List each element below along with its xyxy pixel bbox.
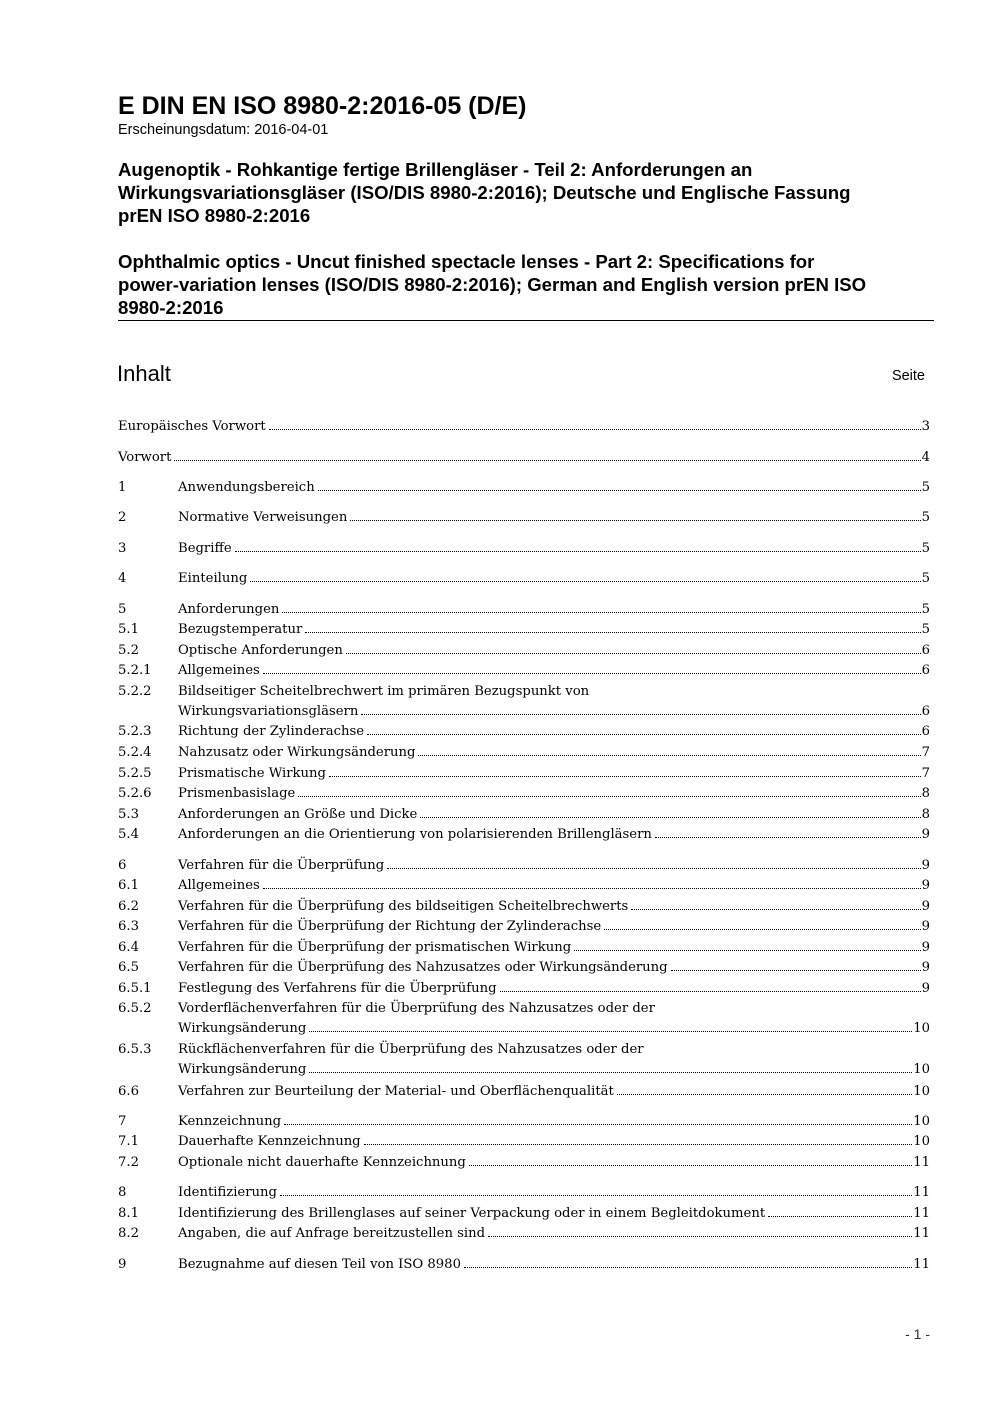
toc-entry-number: 6.5.3 — [118, 1042, 152, 1057]
toc-entry[interactable] — [118, 958, 930, 978]
toc-dot-leader — [469, 1165, 912, 1166]
toc-dot-leader — [367, 734, 921, 735]
toc-entry-title: Optionale nicht dauerhafte Kennzeichnung — [178, 1155, 466, 1170]
toc-entry-number: 5.2.3 — [118, 724, 152, 739]
toc-entry-title: Anwendungsbereich — [178, 480, 315, 495]
toc-entry-number: 6.6 — [118, 1084, 139, 1099]
toc-entry-title: Prismenbasislage — [178, 786, 296, 801]
toc-entry-number: 7.1 — [118, 1134, 139, 1149]
toc-entry[interactable] — [118, 917, 930, 937]
toc-entry[interactable] — [118, 641, 930, 661]
toc-entry-title: Anforderungen an die Orientierung von polarisierenden Brillengläsern — [178, 827, 652, 842]
toc-entry-page: 5 — [921, 602, 930, 617]
toc-entry-number: 6.5.2 — [118, 1001, 152, 1016]
toc-entry-page: 9 — [921, 858, 930, 873]
toc-entry-number: 1 — [118, 480, 127, 495]
header-divider — [118, 320, 934, 321]
toc-entry[interactable] — [118, 1082, 930, 1102]
toc-entry[interactable] — [118, 1183, 930, 1203]
toc-dot-leader — [263, 673, 921, 674]
toc-entry[interactable] — [118, 1224, 930, 1244]
toc-entry-title: Verfahren für die Überprüfung des Nahzusatzes oder Wirkungsänderung — [178, 960, 668, 975]
toc-entry-number: 5.3 — [118, 807, 139, 822]
toc-entry-number: 7.2 — [118, 1155, 139, 1170]
toc-entry[interactable] — [118, 1255, 930, 1275]
toc-dot-leader — [574, 950, 920, 951]
toc-entry-number: 8 — [118, 1185, 127, 1200]
toc-entry-title: Optische Anforderungen — [178, 643, 343, 658]
toc-dot-leader — [174, 460, 920, 461]
toc-dot-leader — [361, 714, 920, 715]
toc-dot-leader — [284, 1124, 912, 1125]
toc-dot-leader — [235, 551, 921, 552]
toc-entry[interactable] — [118, 979, 930, 999]
toc-dot-leader — [768, 1216, 912, 1217]
toc-entry-title: Normative Verweisungen — [178, 510, 348, 525]
toc-entry[interactable] — [118, 417, 930, 437]
toc-entry-page: 11 — [913, 1185, 930, 1200]
toc-entry-title: Vorwort — [118, 450, 172, 465]
toc-entry-number: 6.5 — [118, 960, 139, 975]
toc-entry-page: 11 — [913, 1257, 930, 1272]
toc-entry-page: 10 — [913, 1114, 930, 1129]
toc-entry-title: Anforderungen an Größe und Dicke — [178, 807, 418, 822]
toc-entry[interactable] — [118, 1112, 930, 1132]
toc-entry-number: 4 — [118, 571, 127, 586]
toc-entry-title: Kennzeichnung — [178, 1114, 282, 1129]
toc-dot-leader — [420, 817, 920, 818]
toc-dot-leader — [350, 520, 920, 521]
toc-entry-title: Angaben, die auf Anfrage bereitzustellen sind — [178, 1226, 486, 1241]
toc-entry[interactable] — [118, 764, 930, 784]
toc-dot-leader — [631, 909, 920, 910]
page-number: - 1 - — [905, 1326, 930, 1342]
title-english — [118, 250, 938, 319]
toc-dot-leader — [671, 970, 921, 971]
toc-entry-page: 9 — [921, 981, 930, 996]
toc-dot-leader — [464, 1267, 912, 1268]
toc-dot-leader — [604, 929, 920, 930]
toc-entry-page: 10 — [913, 1062, 930, 1078]
toc-entry-page: 5 — [921, 541, 930, 556]
toc-entry-page: 11 — [913, 1226, 930, 1241]
toc-dot-leader — [387, 868, 920, 869]
publication-date-line — [118, 121, 332, 139]
toc-entry-number: 8.2 — [118, 1226, 139, 1241]
toc-dot-leader — [488, 1236, 912, 1237]
toc-entry[interactable] — [118, 856, 930, 876]
toc-entry-title: Richtung der Zylinderachse — [178, 724, 365, 739]
toc-entry-page: 9 — [921, 899, 930, 914]
toc-entry-title: Bezugnahme auf diesen Teil von ISO 8980 — [178, 1257, 461, 1272]
toc-dot-leader — [346, 653, 921, 654]
toc-entry[interactable] — [118, 1204, 930, 1224]
toc-dot-leader — [364, 1144, 913, 1145]
toc-entry-page: 5 — [921, 571, 930, 586]
toc-entry-title: Allgemeines — [178, 878, 260, 893]
toc-entry-page: 9 — [921, 960, 930, 975]
toc-dot-leader — [309, 1031, 912, 1032]
toc-entry-page: 7 — [921, 745, 930, 760]
toc-entry-page: 8 — [921, 807, 930, 822]
toc-entry-number: 5.2.6 — [118, 786, 152, 801]
publication-date: 2016-04-01 — [254, 122, 329, 138]
toc-entry-title: Europäisches Vorwort — [118, 419, 266, 434]
toc-entry-page: 9 — [921, 827, 930, 842]
toc-entry[interactable] — [118, 600, 930, 620]
toc-entry[interactable] — [118, 539, 930, 559]
toc-entry[interactable] — [118, 825, 930, 845]
toc-entry[interactable] — [118, 508, 930, 528]
toc-dot-leader — [655, 837, 921, 838]
toc-entry[interactable] — [118, 620, 930, 640]
title-german — [118, 158, 938, 227]
toc-entry-page: 8 — [921, 786, 930, 801]
toc-entry-number: 6.5.1 — [118, 981, 152, 996]
toc-entry-number: 5 — [118, 602, 127, 617]
toc-entry[interactable] — [118, 876, 930, 896]
toc-entry-page: 10 — [913, 1021, 930, 1037]
toc-entry-page: 9 — [921, 940, 930, 955]
toc-entry-page: 4 — [921, 450, 930, 465]
toc-entry-number: 6.4 — [118, 940, 139, 955]
toc-entry-title: Verfahren zur Beurteilung der Material- und Oberflächenqualität — [178, 1084, 614, 1099]
toc-entry-page: 5 — [921, 480, 930, 495]
toc-heading: Inhalt — [117, 361, 171, 386]
toc-dot-leader — [309, 1072, 912, 1073]
toc-entry-title: Allgemeines — [178, 663, 260, 678]
toc-dot-leader — [500, 991, 921, 992]
toc-entry-number: 5.4 — [118, 827, 139, 842]
toc-entry[interactable] — [118, 999, 930, 1040]
toc-entry[interactable] — [118, 1132, 930, 1152]
toc-entry[interactable] — [118, 897, 930, 917]
toc-entry-number: 8.1 — [118, 1206, 139, 1221]
title-english-line: Ophthalmic optics - Uncut finished spectacle lenses - Part 2: Specifications for — [118, 251, 815, 272]
title-english-line: power-variation lenses (ISO/DIS 8980-2:2016); German and English version prEN ISO — [118, 274, 867, 295]
toc-entry-title: Verfahren für die Überprüfung des bildseitigen Scheitelbrechwerts — [178, 899, 629, 914]
title-english-line: 8980-2:2016 — [118, 297, 224, 318]
toc-entry-number: 5.1 — [118, 622, 139, 637]
toc-entry[interactable] — [118, 478, 930, 498]
toc-dot-leader — [329, 776, 921, 777]
toc-entry-number: 7 — [118, 1114, 127, 1129]
toc-entry[interactable] — [118, 1040, 930, 1081]
toc-dot-leader — [318, 490, 921, 491]
toc-entry-page: 9 — [921, 878, 930, 893]
toc-entry-number: 5.2 — [118, 643, 139, 658]
toc-entry-title: Bezugstemperatur — [178, 622, 303, 637]
toc-dot-leader — [263, 888, 921, 889]
toc-entry[interactable] — [118, 938, 930, 958]
toc-dot-leader — [250, 581, 920, 582]
title-german-line: Wirkungsvariationsgläser (ISO/DIS 8980-2:2016); Deutsche und Englische Fassung — [118, 182, 851, 203]
toc-entry-title: Wirkungsänderung — [178, 1021, 307, 1037]
toc-entry[interactable] — [118, 661, 930, 681]
toc-entry-page: 5 — [921, 510, 930, 525]
toc-entry-title: Dauerhafte Kennzeichnung — [178, 1134, 361, 1149]
toc-entry-page: 10 — [913, 1084, 930, 1099]
publication-date-label: Erscheinungsdatum: — [118, 122, 251, 138]
toc-dot-leader — [298, 796, 920, 797]
toc-entry[interactable] — [118, 722, 930, 742]
title-german-line: Augenoptik - Rohkantige fertige Brillengläser - Teil 2: Anforderungen an — [118, 159, 753, 180]
toc-entry-title: Wirkungsänderung — [178, 1062, 307, 1078]
toc-dot-leader — [282, 612, 920, 613]
toc-entry[interactable] — [118, 805, 930, 825]
toc-entry-page: 11 — [913, 1206, 930, 1221]
toc-entry-title: Rückflächenverfahren für die Überprüfung des Nahzusatzes oder der — [178, 1042, 644, 1057]
toc-entry-title: Identifizierung des Brillenglases auf seiner Verpackung oder in einem Begleitdokument — [178, 1206, 766, 1221]
toc-entry-title: Verfahren für die Überprüfung der prismatischen Wirkung — [178, 940, 572, 955]
toc-dot-leader — [305, 632, 920, 633]
toc-dot-leader — [280, 1195, 912, 1196]
toc-dot-leader — [617, 1094, 912, 1095]
toc-entry-number: 5.2.2 — [118, 684, 152, 699]
toc-dot-leader — [418, 755, 920, 756]
toc-entry-number: 5.2.4 — [118, 745, 152, 760]
toc-entry-page: 5 — [921, 622, 930, 637]
toc-entry[interactable] — [118, 1153, 930, 1173]
toc-entry-number: 9 — [118, 1257, 127, 1272]
toc-entry-title: Anforderungen — [178, 602, 280, 617]
toc-entry-page: 11 — [913, 1155, 930, 1170]
toc-page-column-label: Seite — [891, 368, 925, 384]
toc-entry-title: Einteilung — [178, 571, 248, 586]
toc-entry-number: 3 — [118, 541, 127, 556]
toc-entry-title: Bildseitiger Scheitelbrechwert im primären Bezugspunkt von — [178, 684, 590, 699]
toc-entry-title: Verfahren für die Überprüfung der Richtung der Zylinderachse — [178, 919, 602, 934]
toc-entry-number: 5.2.1 — [118, 663, 152, 678]
toc-entry-title: Vorderflächenverfahren für die Überprüfung des Nahzusatzes oder der — [178, 1001, 655, 1016]
toc-entry-number: 6.1 — [118, 878, 139, 893]
toc-entry-title: Festlegung des Verfahrens für die Überprüfung — [178, 981, 497, 996]
title-german-line: prEN ISO 8980-2:2016 — [118, 205, 311, 226]
toc-entry-title: Begriffe — [178, 541, 232, 556]
toc-entry-page: 7 — [921, 766, 930, 781]
toc-entry[interactable] — [118, 784, 930, 804]
toc-entry-page: 6 — [921, 643, 930, 658]
toc-entry-page: 3 — [921, 419, 930, 434]
toc-entry-number: 6 — [118, 858, 127, 873]
toc-entry-number: 5.2.5 — [118, 766, 152, 781]
toc-entry-page: 10 — [913, 1134, 930, 1149]
toc-entry[interactable] — [118, 743, 930, 763]
document-id: E DIN EN ISO 8980-2:2016-05 (D/E) — [118, 92, 527, 120]
toc-entry-number: 6.3 — [118, 919, 139, 934]
toc-entry-title: Identifizierung — [178, 1185, 277, 1200]
toc-entry-number: 6.2 — [118, 899, 139, 914]
toc-entry[interactable] — [118, 569, 930, 589]
toc-dot-leader — [269, 429, 921, 430]
toc-entry[interactable] — [118, 682, 930, 723]
toc-entry[interactable] — [118, 448, 930, 468]
toc-entry-number: 2 — [118, 510, 127, 525]
toc-entry-page: 6 — [921, 663, 930, 678]
toc-entry-page: 6 — [921, 704, 930, 720]
toc-entry-page: 9 — [921, 919, 930, 934]
toc-entry-title: Verfahren für die Überprüfung — [178, 858, 385, 873]
toc-entry-title: Prismatische Wirkung — [178, 766, 326, 781]
toc-entry-page: 6 — [921, 724, 930, 739]
toc-entry-title: Wirkungsvariationsgläsern — [178, 704, 359, 720]
toc-entry-title: Nahzusatz oder Wirkungsänderung — [178, 745, 416, 760]
